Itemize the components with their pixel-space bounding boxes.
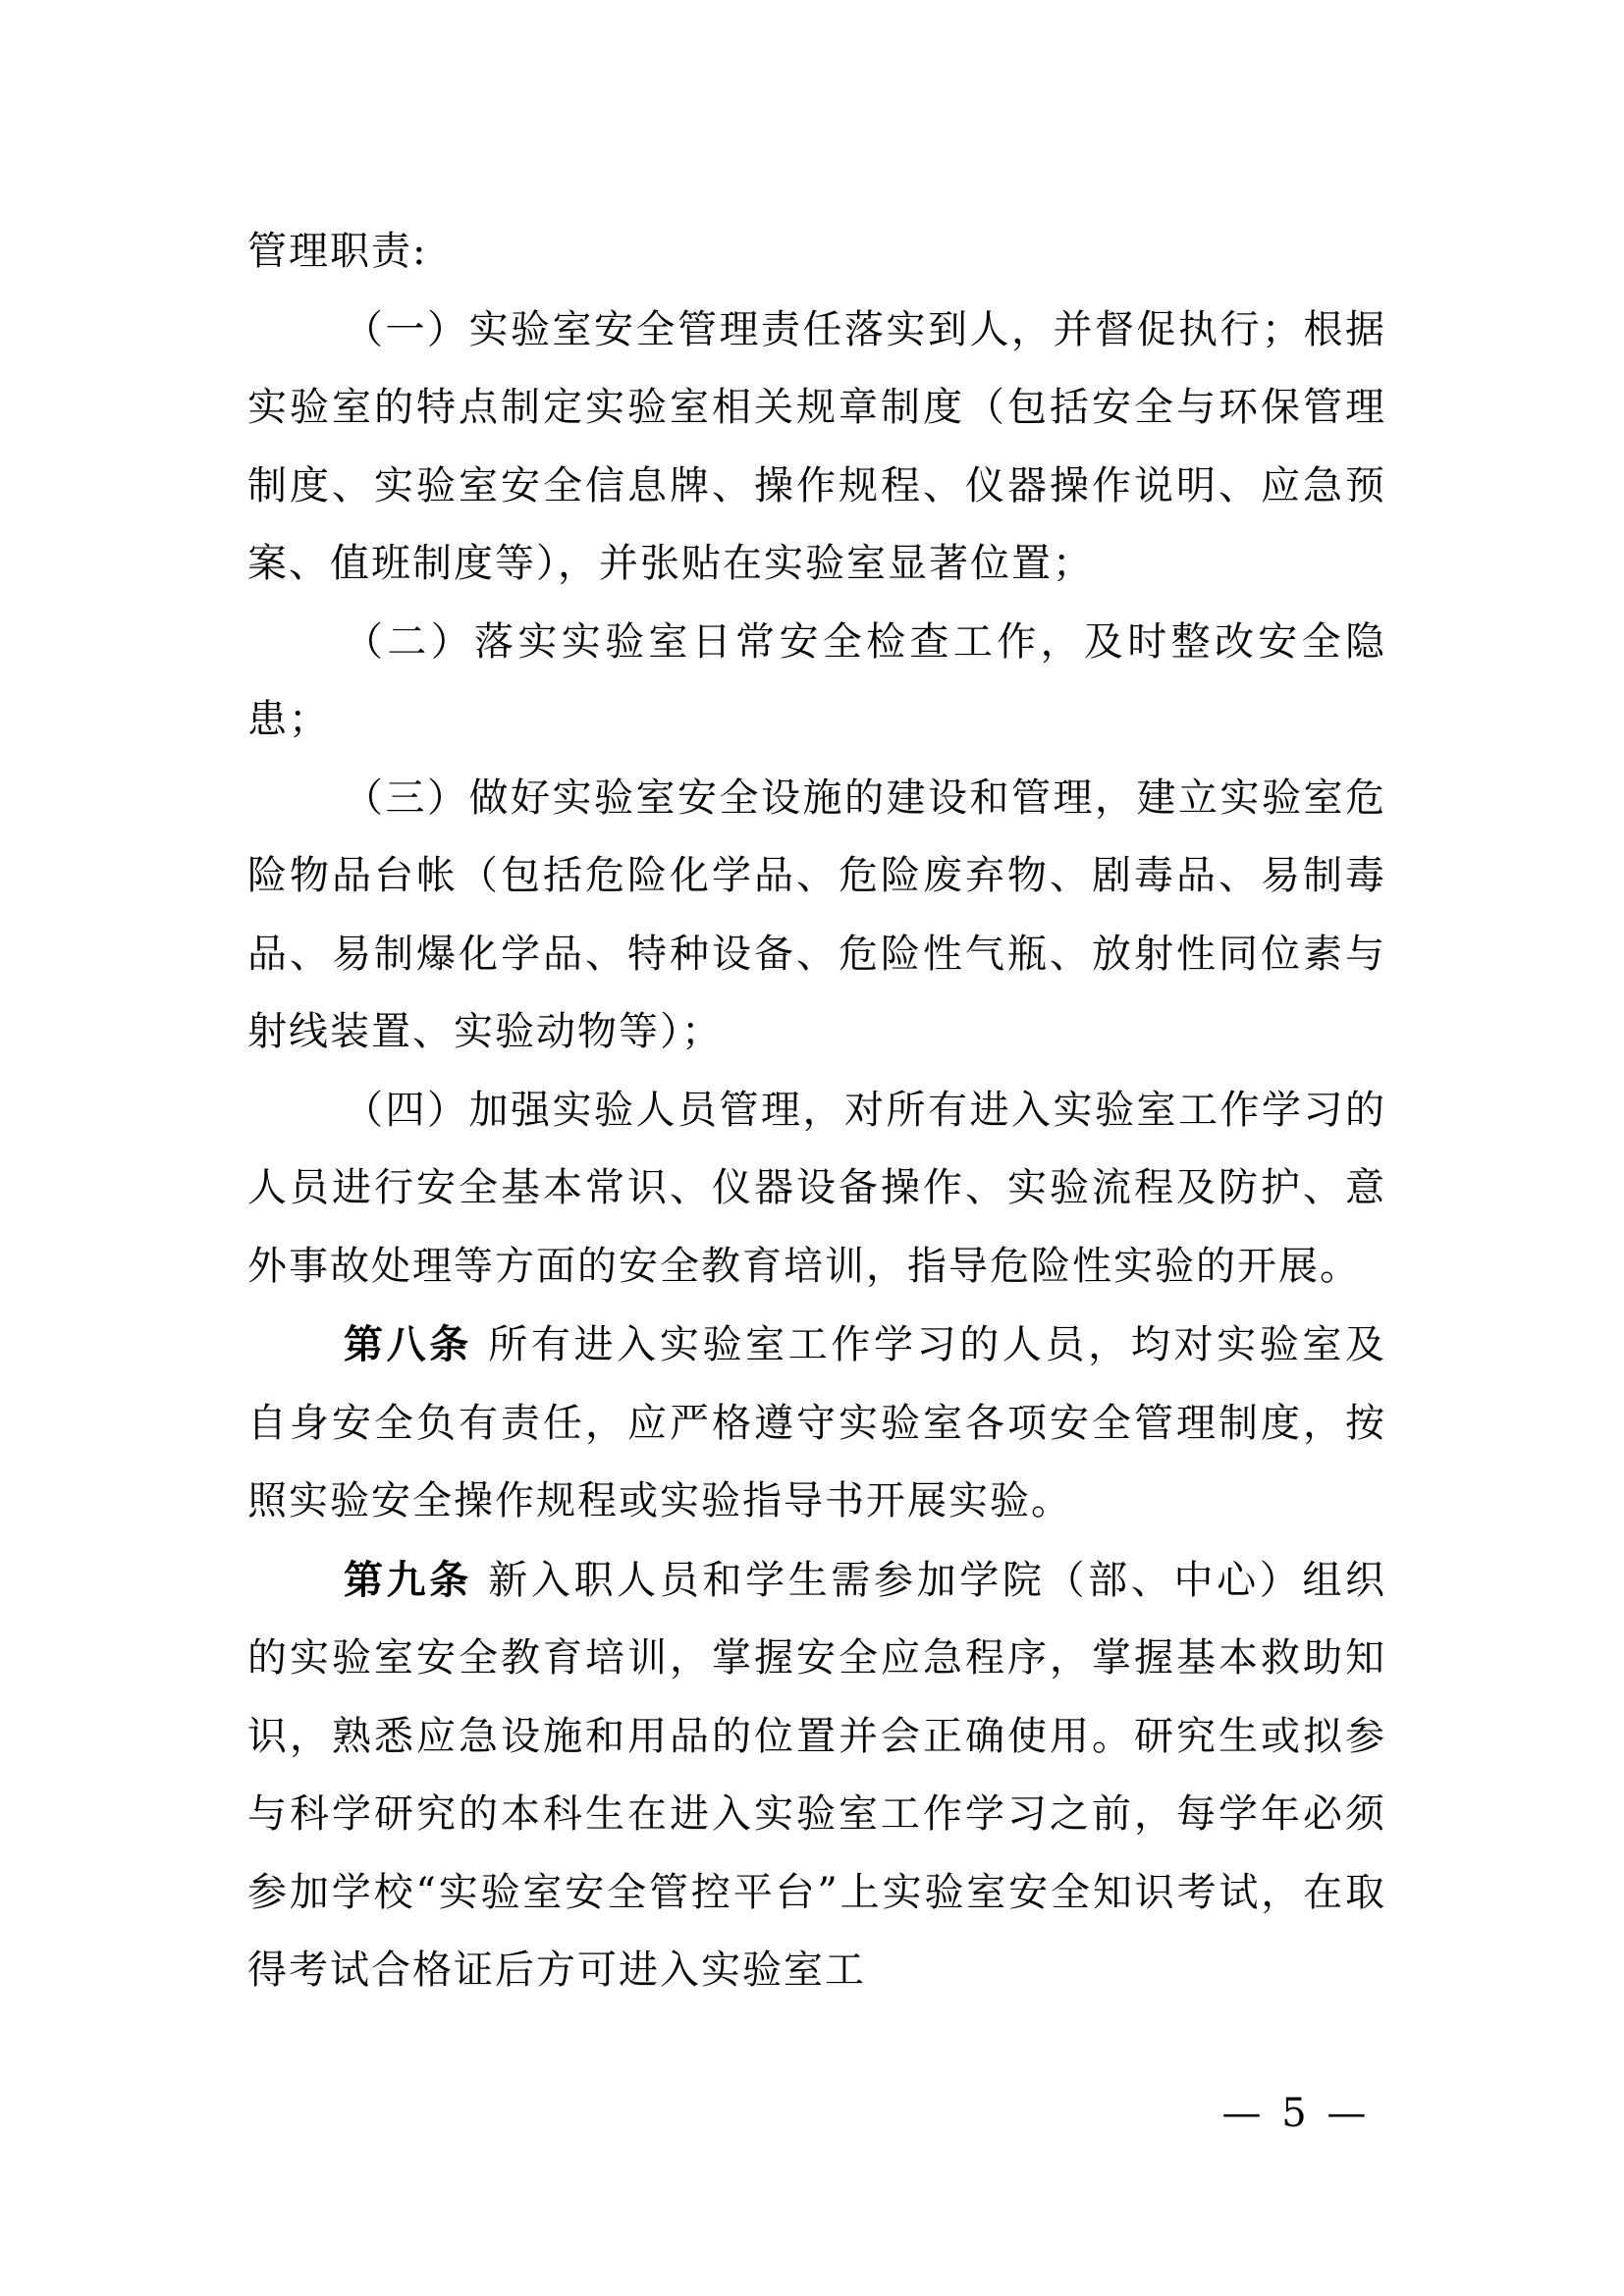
- paragraph-item-4: [247, 1072, 1386, 1307]
- paragraph-management-duties: [247, 213, 1386, 292]
- body-text: [247, 213, 1386, 2010]
- article-heading: 第八条: [344, 1321, 472, 1367]
- paragraph-text: 新入职人员和学生需参加学院（部、中心）组织的实验室安全教育培训，掌握安全应急程序，掌握基本救助知识，熟悉应急设施和用品的位置并会正确使用。研究生或拟参与科学研究的本科生在进入实验室工作学习之前，每学年必须参加学校“实验室安全管控平台”上实验室安全知识考试，在取得考试合格证后方可进入实验室工: [247, 1557, 1387, 1993]
- paragraph-item-3: [247, 760, 1386, 1072]
- paragraph-item-2: [247, 604, 1386, 760]
- paragraph-text: （三）做好实验室安全设施的建设和管理，建立实验室危险物品台帐（包括危险化学品、危险废弃物、剧毒品、易制毒品、易制爆化学品、特种设备、危险性气瓶、放射性同位素与射线装置、实验动物等）；: [247, 774, 1386, 1054]
- page-number: — 5 —: [1221, 2091, 1371, 2136]
- article-9: [247, 1541, 1386, 2010]
- paragraph-text: （二）落实实验室日常安全检查工作，及时整改安全隐患；: [247, 618, 1386, 742]
- paragraph-item-1: [247, 292, 1386, 604]
- paragraph-text: （一）实验室安全管理责任落实到人，并督促执行；根据实验室的特点制定实验室相关规章制度（包括安全与环保管理制度、实验室安全信息牌、操作规程、仪器操作说明、应急预案、值班制度等），并张贴在实验室显著位置；: [247, 306, 1386, 586]
- paragraph-text: （四）加强实验人员管理，对所有进入实验室工作学习的人员进行安全基本常识、仪器设备操作、实验流程及防护、意外事故处理等方面的安全教育培训，指导危险性实验的开展。: [247, 1087, 1386, 1289]
- paragraph-text: 所有进入实验室工作学习的人员，均对实验室及自身安全负有责任，应严格遵守实验室各项安全管理制度，按照实验安全操作规程或实验指导书开展实验。: [247, 1322, 1387, 1523]
- article-8: [247, 1306, 1386, 1541]
- paragraph-text: 管理职责:: [247, 229, 428, 274]
- article-heading: 第九条: [344, 1556, 472, 1603]
